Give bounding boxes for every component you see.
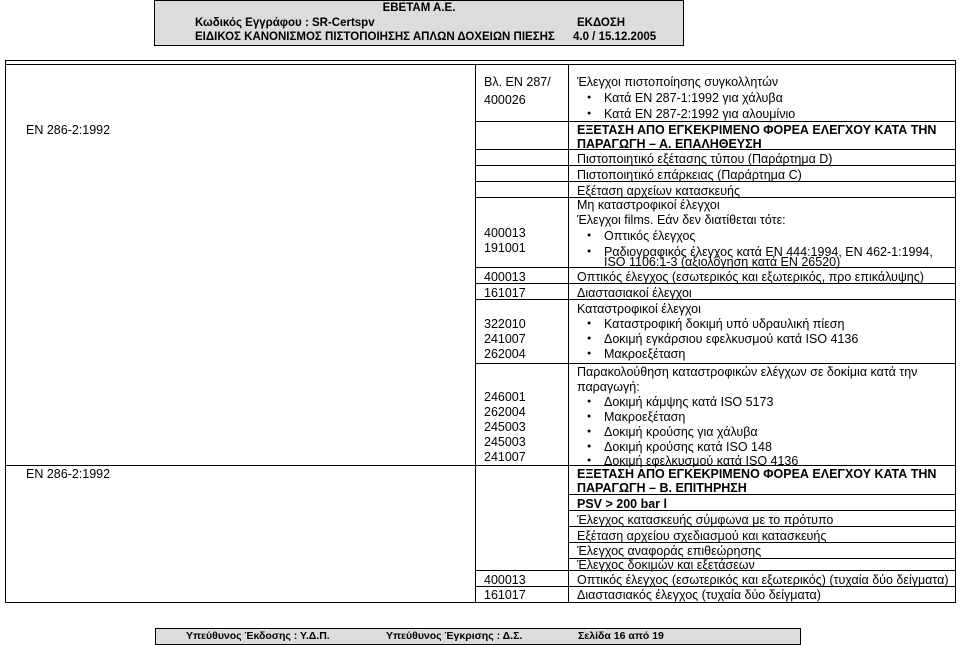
row16-text: Έλεγχος δοκιμών και εξετάσεων xyxy=(577,558,755,572)
row10-heading-line1: Παρακολούθηση καταστροφικών ελέγχων σε δοκίμια κατά την xyxy=(577,365,918,379)
row10-bullet-2: ● Μακροεξέταση xyxy=(604,409,685,425)
document-footer xyxy=(155,628,801,645)
document-code: Κωδικός Εγγράφου : SR-Certspv xyxy=(195,17,375,29)
row17-code: 400013 xyxy=(484,573,526,587)
row6-code-b: 191001 xyxy=(484,241,526,255)
row1-bullet-2: ● Κατά ΕΝ 287-2:1992 για αλουμίνιο xyxy=(604,106,795,122)
row1-heading: Έλεγχοι πιστοποίησης συγκολλητών xyxy=(577,75,779,89)
row6-bullet-2: ● Ραδιογραφικός έλεγχος κατά ΕΝ 444:1994, ΕΝ 462-1:1994, xyxy=(604,244,933,260)
row1-code-a: Βλ. ΕΝ 287/ xyxy=(484,75,551,89)
row12-text: PSV > 200 bar l xyxy=(577,497,667,511)
row1-bullet-1: ● Κατά ΕΝ 287-1:1992 για χάλυβα xyxy=(604,90,783,106)
row2-standard: ΕΝ 286-2:1992 xyxy=(26,123,111,137)
row9-bullet-2: ● Δοκιμή εγκάρσιου εφελκυσμού κατά ISO 4136 xyxy=(604,331,858,347)
row10-bullet-3: ● Δοκιμή κρούσης για χάλυβα xyxy=(604,424,758,440)
row11-heading-line2: ΠΑΡΑΓΩΓΗ – Β. ΕΠΙΤΗΡΗΣΗ xyxy=(577,481,747,495)
company-title: EBETAM A.E. xyxy=(382,2,456,14)
row9-bullet-1: ● Καταστροφική δοκιμή υπό υδραυλική πίεση xyxy=(604,316,844,332)
row18-text: Διαστασιακός έλεγχος (τυχαία δύο δείγματα) xyxy=(577,588,821,602)
row9-heading: Καταστροφικοί έλεγχοι xyxy=(577,302,701,316)
row18-code: 161017 xyxy=(484,588,526,602)
edition-label: ΕΚΔΟΣΗ xyxy=(577,17,626,29)
row10-heading-line2: παραγωγή: xyxy=(577,380,640,394)
row14-text: Εξέταση αρχείου σχεδιασμού και κατασκευής xyxy=(577,529,827,543)
row1-code-b: 400026 xyxy=(484,93,526,107)
row11-standard: ΕΝ 286-2:1992 xyxy=(26,467,111,481)
row4-text: Πιστοποιητικό επάρκειας (Παράρτημα C) xyxy=(577,168,802,182)
row17-text: Οπτικός έλεγχος (εσωτερικός και εξωτερικός) (τυχαία δύο δείγματα) xyxy=(577,573,949,587)
row2-heading-line2: ΠΑΡΑΓΩΓΗ – Α. ΕΠΑΛΗΘΕΥΣΗ xyxy=(577,137,762,151)
row6-bullet-2-cont: ISO 1106:1-3 (αξιολόγηση κατά ΕΝ 26520) xyxy=(604,255,841,269)
row10-code-b: 262004 xyxy=(484,405,526,419)
edition-value: 4.0 / 15.12.2005 xyxy=(573,31,657,43)
row15-text: Έλεγχος αναφοράς επιθεώρησης xyxy=(577,544,762,558)
row10-bullet-4: ● Δοκιμή κρούσης κατά ISO 148 xyxy=(604,439,772,455)
footer-page-number: Σελίδα 16 από 19 xyxy=(578,630,664,642)
row3-text: Πιστοποιητικό εξέτασης τύπου (Παράρτημα D) xyxy=(577,152,833,166)
footer-issuer: Υπεύθυνος Έκδοσης : Υ.Δ.Π. xyxy=(186,630,330,642)
row5-text: Εξέταση αρχείων κατασκευής xyxy=(577,184,741,198)
row7-text: Οπτικός έλεγχος (εσωτερικός και εξωτερικός, προ επικάλυψης) xyxy=(577,270,924,284)
row2-heading-line1: ΕΞΕΤΑΣΗ ΑΠΟ ΕΓΚΕΚΡΙΜΕΝΟ ΦΟΡΕΑ ΕΛΕΓΧΟΥ ΚΑΤΑ ΤΗΝ xyxy=(577,123,937,137)
row13-text: Έλεγχος κατασκευής σύμφωνα με το πρότυπο xyxy=(577,513,834,527)
row6-bullet-1: ● Οπτικός έλεγχος xyxy=(604,228,695,244)
row6-code-a: 400013 xyxy=(484,226,526,240)
row9-code-a: 322010 xyxy=(484,317,526,331)
row10-bullet-5: ● Δοκιμή εφελκυσμού κατά ISO 4136 xyxy=(604,453,798,469)
row11-heading-line1: ΕΞΕΤΑΣΗ ΑΠΟ ΕΓΚΕΚΡΙΜΕΝΟ ΦΟΡΕΑ ΕΛΕΓΧΟΥ ΚΑΤΑ ΤΗΝ xyxy=(577,467,937,481)
row7-code: 400013 xyxy=(484,270,526,284)
row10-bullet-1: ● Δοκιμή κάμψης κατά ISO 5173 xyxy=(604,394,773,410)
row10-code-c: 245003 xyxy=(484,420,526,434)
footer-approver: Υπεύθυνος Έγκρισης : Δ.Σ. xyxy=(386,630,523,642)
row8-text: Διαστασιακοί έλεγχοι xyxy=(577,286,692,300)
row9-code-b: 241007 xyxy=(484,332,526,346)
row10-code-d: 245003 xyxy=(484,435,526,449)
regulation-title: ΕΙΔΙΚΟΣ ΚΑΝΟΝΙΣΜΟΣ ΠΙΣΤΟΠΟΙΗΣΗΣ ΑΠΛΩΝ ΔΟΧΕΙΩΝ ΠΙΕΣΗΣ xyxy=(195,31,555,43)
row10-code-a: 246001 xyxy=(484,390,526,404)
row9-code-c: 262004 xyxy=(484,347,526,361)
row10-code-e: 241007 xyxy=(484,450,526,464)
row9-bullet-3: ● Μακροεξέταση xyxy=(604,346,685,362)
row6-heading-2: Έλεγχοι films. Εάν δεν διατίθεται τότε: xyxy=(577,213,786,227)
row8-code: 161017 xyxy=(484,286,526,300)
row6-heading-1: Μη καταστροφικοί έλεγχοι xyxy=(577,198,720,212)
